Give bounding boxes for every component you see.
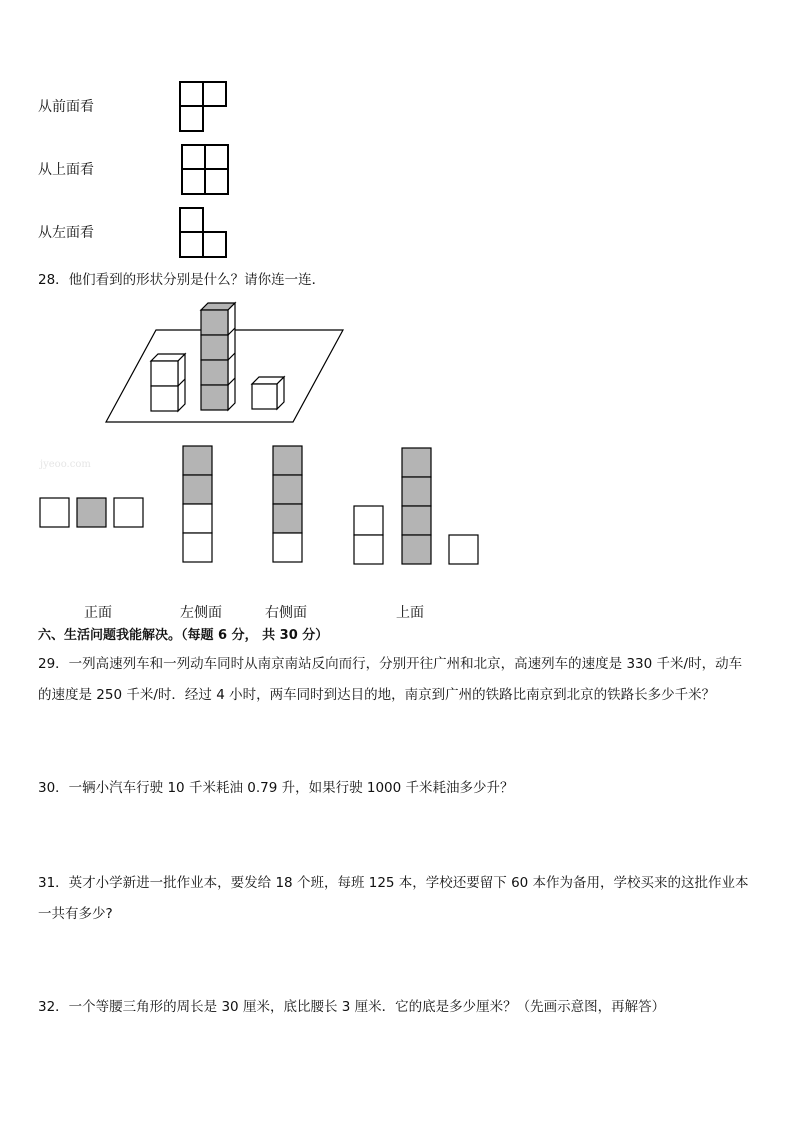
top-view-figure <box>180 143 232 197</box>
question-31-line-1: 31．英才小学新进一批作业本，要发给 18 个班，每班 125 本，学校还要留下 60 本作为备用，学校买来的这批作业本 <box>38 875 749 891</box>
answer-shapes <box>38 444 483 568</box>
question-29-line-1: 29．一列高速列车和一列动车同时从南京南站反向而行，分别开往广州和北京，高速列车的速度是 330 千米/时，动车 <box>38 656 743 672</box>
center-stack <box>201 303 235 410</box>
label-left-side: 左侧面 <box>180 605 222 621</box>
shape-option-row <box>40 498 143 527</box>
left-view-figure <box>178 206 230 260</box>
left-stack <box>151 354 185 411</box>
top-view-label: 从上面看 <box>38 162 94 178</box>
front-view-figure <box>178 80 230 134</box>
question-28-text: 28．他们看到的形状分别是什么？请你连一连． <box>38 272 326 288</box>
question-29-line-2: 的速度是 250 千米/时．经过 4 小时，两车同时到达目的地，南京到广州的铁路比南京到北京的铁路长多少千米？ <box>38 687 716 703</box>
section-6-heading: 六、生活问题我能解决。（每题 6 分， 共 30 分） <box>38 628 329 643</box>
question-31-line-2: 一共有多少? <box>38 906 113 922</box>
label-right-side: 右侧面 <box>265 605 307 621</box>
label-top: 上面 <box>396 605 424 621</box>
question-32-line-1: 32．一个等腰三角形的周长是 30 厘米，底比腰长 3 厘米．它的底是多少厘米？（先画示意图，再解答） <box>38 999 666 1015</box>
front-view-label: 从前面看 <box>38 99 94 115</box>
question-30-line-1: 30．一辆小汽车行驶 10 千米耗油 0.79 升，如果行驶 1000 千米耗油多少升？ <box>38 780 514 796</box>
watermark: jyeoo.com <box>40 459 91 470</box>
right-cube <box>252 377 284 409</box>
shape-option-column-2gray <box>183 446 212 562</box>
shape-option-front-like <box>354 448 478 564</box>
label-front: 正面 <box>84 605 112 621</box>
cube-scene-illustration <box>100 300 350 425</box>
left-view-label: 从左面看 <box>38 225 94 241</box>
shape-option-column-3gray <box>273 446 302 562</box>
